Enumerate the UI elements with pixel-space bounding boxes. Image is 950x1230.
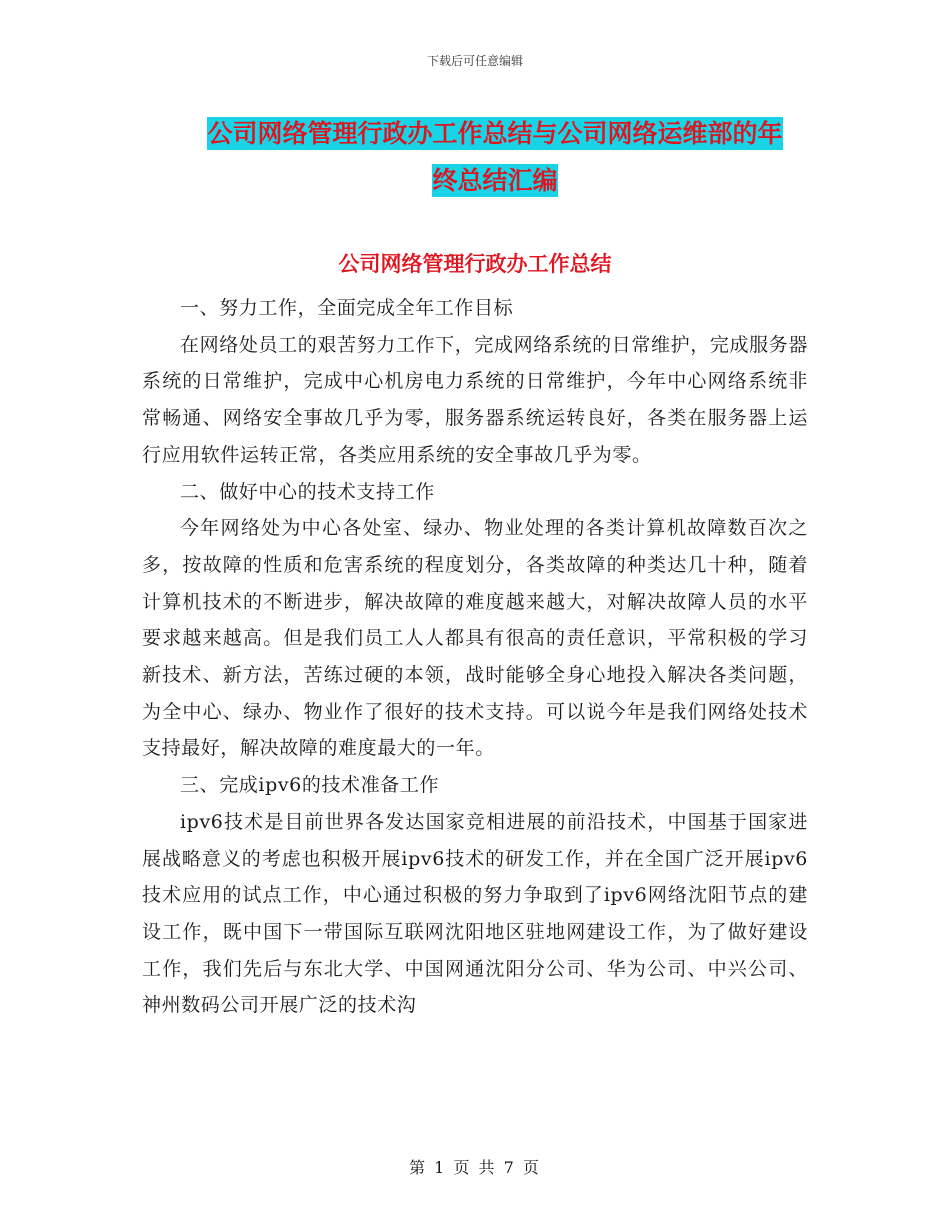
page-footer: 第 1 页 共 7 页 [409, 1158, 541, 1177]
document-title [150, 110, 840, 204]
paragraph-heading-3: 三、完成ipv6的技术准备工作 [180, 774, 440, 797]
paragraph-2: 今年网络处为中心各处室、绿办、物业处理的各类计算机故障数百次之多，按故障的性质和危害系统的程度划分，各类故障的种类达几十种，随着计算机技术的不断进步，解决故障的难度越来越大，对解决故障人员的水平要求越来越高。但是我们员工人人都具有很高的责任意识，平常积极的学习新技术、新方法，苦练过硬的本领，战时能够全身心地投入解决各类问题，为全中心、绿办、物业作了很好的技术支持。可以说今年是我们网络处技术支持最好，解决故障的难度最大的一年。 [142, 517, 808, 760]
document-body [142, 290, 808, 1024]
page-header-note: 下载后可任意编辑 [426, 54, 523, 68]
paragraph-heading-1: 一、努力工作，全面完成全年工作目标 [180, 297, 514, 319]
section-title: 公司网络管理行政办工作总结 [338, 252, 612, 276]
paragraph-3: ipv6技术是目前世界各发达国家竞相进展的前沿技术，中国基于国家进展战略意义的考虑也积极开展ipv6技术的研发工作，并在全国广泛开展ipv6技术应用的试点工作，中心通过积极的努力争取到了ipv6网络沈阳节点的建设工作，既中国下一带国际互联网沈阳地区驻地网建设工作，为了做好建设工作，我们先后与东北大学、中国网通沈阳分公司、华为公司、中兴公司、神州数码公司开展广泛的技术沟 [142, 810, 808, 1017]
paragraph-1: 在网络处员工的艰苦努力工作下，完成网络系统的日常维护，完成服务器系统的日常维护，完成中心机房电力系统的日常维护，今年中心网络系统非常畅通、网络安全事故几乎为零，服务器系统运转良好，各类在服务器上运行应用软件运转正常，各类应用系统的安全事故几乎为零。 [142, 333, 808, 466]
document-title-line-2: 终总结汇编 [432, 166, 558, 195]
document-title-line-1: 公司网络管理行政办工作总结与公司网络运维部的年 [207, 119, 783, 148]
paragraph-heading-2: 二、做好中心的技术支持工作 [180, 480, 435, 503]
